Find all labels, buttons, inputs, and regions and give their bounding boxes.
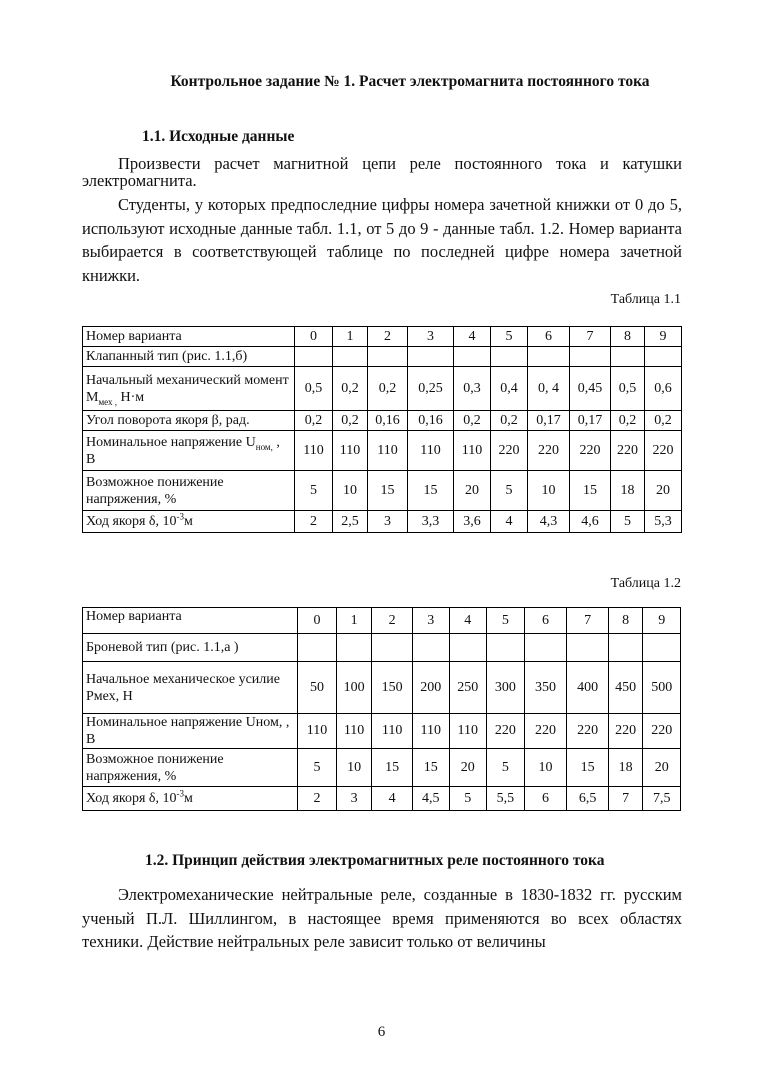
table-cell: 110 (368, 431, 408, 471)
table-cell: 150 (372, 662, 413, 714)
table-cell: 220 (528, 431, 570, 471)
table-cell: 5 (487, 608, 525, 634)
table-cell: 3 (412, 608, 449, 634)
table-cell: 4,6 (570, 511, 611, 533)
table-cell: 220 (491, 431, 528, 471)
table-cell: 4 (454, 327, 491, 347)
table-cell: 3,3 (408, 511, 454, 533)
table-cell: 5 (491, 327, 528, 347)
row-label: Возможное понижение напряжения, % (83, 471, 295, 511)
table-row (83, 634, 681, 662)
table-cell: 350 (524, 662, 567, 714)
table-cell: 15 (368, 471, 408, 511)
row-label: Начальное механическое усилие Рмех, Н (83, 662, 298, 714)
table-cell: 20 (449, 749, 487, 787)
table-cell: 0,2 (645, 411, 682, 431)
table-cell: 20 (643, 749, 681, 787)
table-cell: 110 (336, 714, 372, 749)
table-cell: 400 (567, 662, 609, 714)
table-cell: 220 (611, 431, 645, 471)
paragraph-instructions: Студенты, у которых предпоследние цифры номера зачетной книжки от 0 до 5, используют исходные данные табл. 1.1, от 5 до 9 - данные табл. 1.2. Номер варианта выбирается в соответствующей таблице по последней цифре номера зачетной книжки. (82, 195, 682, 285)
row-label: Ход якоря δ, $10^{-3}м$ (83, 511, 295, 533)
table-cell: 100 (336, 662, 372, 714)
table-cell: 15 (567, 749, 609, 787)
table-cell: 10 (528, 471, 570, 511)
row-label: Ход якоря δ, $10^{-3}м$ (83, 787, 298, 811)
table-cell: 0,6 (645, 367, 682, 411)
section-heading-1-2: 1.2. Принцип действия электромагнитных реле постоянного тока (145, 852, 605, 869)
table-cell: 220 (643, 714, 681, 749)
row-label: Номинальное напряжение Uном, , В (83, 714, 298, 749)
table-cell: 2 (372, 608, 413, 634)
table-cell: 0,17 (528, 411, 570, 431)
table-cell: 18 (611, 471, 645, 511)
table-row (83, 431, 682, 471)
table-cell: 5 (611, 511, 645, 533)
table-cell: 2,5 (333, 511, 368, 533)
table-cell: 5 (491, 471, 528, 511)
table-cell: 110 (372, 714, 413, 749)
row-label: Начальный механический момент $М_{мех ,}$ Н·м (83, 367, 295, 411)
paragraph-relays: Электромеханические нейтральные реле, созданные в 1830-1832 гг. русским ученый П.Л. Шиллингом, в настоящее время применяются во всех областях техники. Действие нейтральных реле зависит только от величины (82, 885, 682, 951)
table-cell: 0,4 (491, 367, 528, 411)
table-cell: 2 (295, 511, 333, 533)
table-cell: 0,5 (295, 367, 333, 411)
table-cell: 1 (336, 608, 372, 634)
table-cell: 450 (608, 662, 643, 714)
row-label: Номинальное напряжение $U_{ном,}$ , В (83, 431, 295, 471)
table-row (83, 608, 681, 634)
table-cell: 0,45 (570, 367, 611, 411)
table-cell: 0 (295, 327, 333, 347)
table-cell: 0,25 (408, 367, 454, 411)
table-type-label: Броневой тип (рис. 1.1,а ) (83, 634, 298, 662)
table-cell: 2 (298, 787, 337, 811)
table-cell: 110 (295, 431, 333, 471)
table-row (83, 714, 681, 749)
table-cell: 7 (567, 608, 609, 634)
table-cell: 20 (454, 471, 491, 511)
table-cell: 10 (524, 749, 567, 787)
table-cell: 8 (611, 327, 645, 347)
table-cell: 15 (372, 749, 413, 787)
table-cell: 6 (524, 787, 567, 811)
table-cell: 110 (333, 431, 368, 471)
table-type-label: Клапанный тип (рис. 1.1,б) (83, 347, 295, 367)
table-cell: 50 (298, 662, 337, 714)
table-cell: 0, 4 (528, 367, 570, 411)
section-heading-1-1: 1.1. Исходные данные (142, 128, 295, 145)
table-cell: 0,2 (491, 411, 528, 431)
table-cell: 3 (336, 787, 372, 811)
table-cell: 8 (608, 608, 643, 634)
table-cell: 110 (454, 431, 491, 471)
table-cell: 4 (372, 787, 413, 811)
table-cell: 220 (487, 714, 525, 749)
row-label: Угол поворота якоря β, рад. (83, 411, 295, 431)
table-cell: 0,2 (333, 411, 368, 431)
table-cell: 18 (608, 749, 643, 787)
table-cell: 10 (333, 471, 368, 511)
table-cell: 0,2 (333, 367, 368, 411)
table-cell: 5,3 (645, 511, 682, 533)
table-cell: 7 (608, 787, 643, 811)
page-title: Контрольное задание № 1. Расчет электромагнита постоянного тока (170, 73, 650, 90)
table-cell: 15 (408, 471, 454, 511)
table-cell: 5 (295, 471, 333, 511)
table-cell: 15 (570, 471, 611, 511)
table-cell: 1 (333, 327, 368, 347)
table-cell: 0,5 (611, 367, 645, 411)
table-cell: 9 (645, 327, 682, 347)
table-cell: 220 (570, 431, 611, 471)
table-cell: 5 (298, 749, 337, 787)
table-row (83, 411, 682, 431)
table-cell: 0,16 (408, 411, 454, 431)
table-cell: 4,5 (412, 787, 449, 811)
table-row (83, 471, 682, 511)
table-cell: 0,2 (295, 411, 333, 431)
table-cell: 0,2 (454, 411, 491, 431)
table-cell: 200 (412, 662, 449, 714)
table-row (83, 787, 681, 811)
table-row (83, 511, 682, 533)
table-cell: 4,3 (528, 511, 570, 533)
table-cell: 500 (643, 662, 681, 714)
table-cell: 220 (524, 714, 567, 749)
table-cell: 10 (336, 749, 372, 787)
table-cell: 110 (298, 714, 337, 749)
row-label: Возможное понижение напряжения, % (83, 749, 298, 787)
table-cell: 3 (368, 511, 408, 533)
table-row (83, 347, 682, 367)
table-cell: 15 (412, 749, 449, 787)
table-cell: 0,17 (570, 411, 611, 431)
table-1-1 (82, 326, 682, 533)
page-number: 6 (377, 1024, 386, 1040)
table-cell: 0,2 (368, 367, 408, 411)
table-1-1-caption: Таблица 1.1 (610, 292, 681, 307)
table-cell: 6 (524, 608, 567, 634)
table-header-label: Номер варианта (83, 327, 295, 347)
table-cell: 9 (643, 608, 681, 634)
table-row (83, 327, 682, 347)
table-cell: 110 (412, 714, 449, 749)
table-cell: 7 (570, 327, 611, 347)
table-cell: 0 (298, 608, 337, 634)
table-cell: 6,5 (567, 787, 609, 811)
table-row (83, 662, 681, 714)
table-row (83, 367, 682, 411)
paragraph-task: Произвести расчет магнитной цепи реле постоянного тока и катушки электромагнита. (82, 154, 682, 190)
table-1-2 (82, 607, 681, 811)
table-cell: 5 (449, 787, 487, 811)
table-cell: 5 (487, 749, 525, 787)
table-cell: 5,5 (487, 787, 525, 811)
table-cell: 4 (491, 511, 528, 533)
table-header-label: Номер варианта (83, 608, 298, 634)
table-cell: 220 (567, 714, 609, 749)
table-cell: 300 (487, 662, 525, 714)
table-cell: 6 (528, 327, 570, 347)
table-cell: 250 (449, 662, 487, 714)
table-cell: 220 (608, 714, 643, 749)
table-cell: 2 (368, 327, 408, 347)
table-row (83, 749, 681, 787)
table-cell: 4 (449, 608, 487, 634)
table-cell: 110 (449, 714, 487, 749)
table-1-2-caption: Таблица 1.2 (610, 576, 681, 591)
table-cell: 0,3 (454, 367, 491, 411)
table-cell: 3,6 (454, 511, 491, 533)
table-cell: 7,5 (643, 787, 681, 811)
table-cell: 0,16 (368, 411, 408, 431)
table-cell: 20 (645, 471, 682, 511)
table-cell: 220 (645, 431, 682, 471)
table-cell: 110 (408, 431, 454, 471)
table-cell: 0,2 (611, 411, 645, 431)
table-cell: 3 (408, 327, 454, 347)
